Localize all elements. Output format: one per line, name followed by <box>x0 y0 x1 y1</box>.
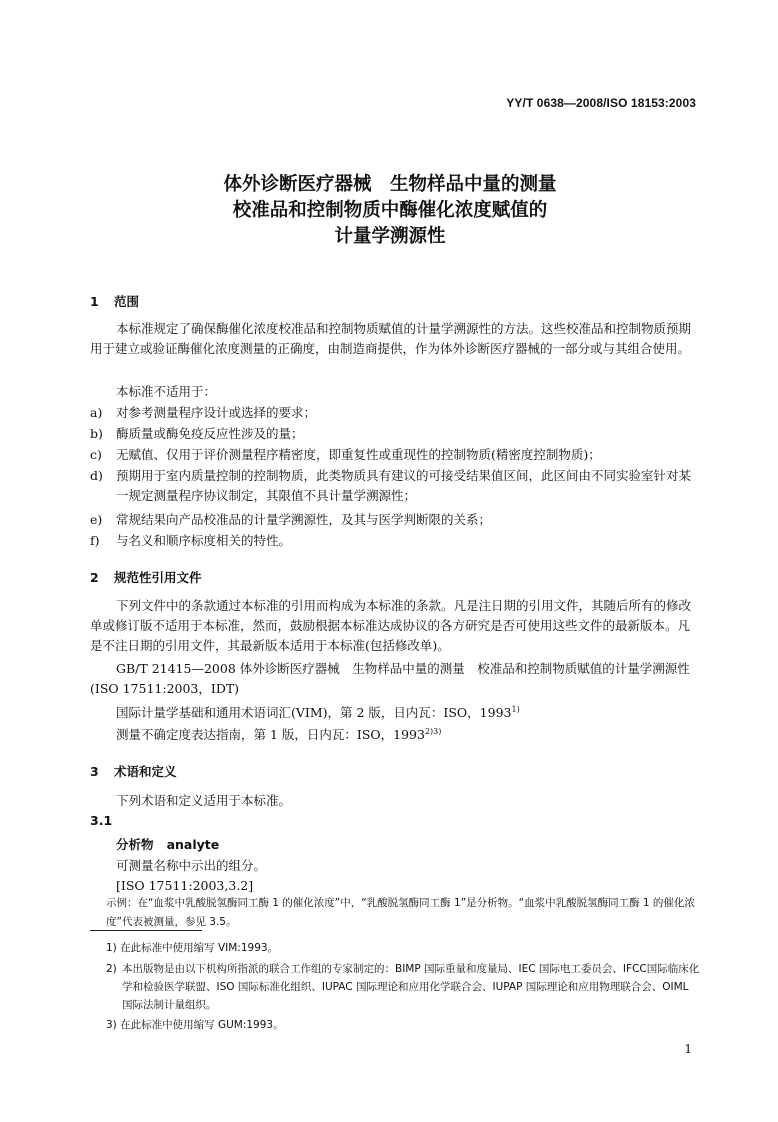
section-2-para-1: 下列文件中的条款通过本标准的引用而构成为本标准的条款。凡是注日期的引用文件，其随后所有的修改单或修订版不适用于本标准，然而，鼓励根据本标准达成协议的各方研究是否可使用这些文件的最新版本。凡是不注日期的引用文件，其最新版本适用于本标准(包括修改单)。 <box>90 598 692 653</box>
list-item: a) 对参考测量程序设计或选择的要求； <box>90 405 317 420</box>
section-3-heading: 3 术语和定义 <box>90 764 177 779</box>
subsection-number: 3.1 <box>90 813 113 828</box>
section-2-heading: 2 规范性引用文件 <box>90 570 202 585</box>
term-heading: 分析物 analyte <box>116 837 220 852</box>
section-3-para-1: 下列术语和定义适用于本标准。 <box>116 793 292 808</box>
title-line-1: 体外诊断医疗器械 生物样品中量的测量 <box>223 174 557 195</box>
footnote: 3) 在此标准中使用缩写 GUM:1993。 <box>106 1019 284 1031</box>
term-source: [ISO 17511:2003,3.2] <box>116 878 254 893</box>
footnote: 2) 本出版物是由以下机构所指派的联合工作组的专家制定的：BIMP 国际重量和度量局、IEC 国际电工委员会、IFCC国际临床化学和检验医学联盟、ISO 国际标准化组织、IUPAC 国际理论和应用化学联合会、IUPAP 国际理论和应用物理联合会、OIML 国际法制计量组织。 <box>106 963 700 1011</box>
reference-gum: 测量不确定度表达指南，第 1 版，日内瓦：ISO，$1993^{2)3)}$ <box>116 727 442 742</box>
standard-code: YY/T 0638—2008/ISO 18153:2003 <box>506 96 696 110</box>
title-line-3: 计量学溯源性 <box>334 226 446 247</box>
reference-vim: 国际计量学基础和通用术语词汇(VIM)，第 2 版，日内瓦：ISO，1993$^{1)}$ <box>116 705 520 720</box>
list-item: c) 无赋值、仅用于评价测量程序精密度，即重复性或重现性的控制物质(精密度控制物质)； <box>90 447 601 462</box>
reference-gbt-21415: GB/T 21415—2008 体外诊断医疗器械 生物样品中量的测量 校准品和控制物质赋值的计量学溯源性(ISO 17511:2003，IDT) <box>90 661 690 696</box>
term-example: 示例：在“血浆中乳酸脱氢酶同工酶 1 的催化浓度”中，“乳酸脱氢酶同工酶 1”是分析物。“血浆中乳酸脱氢酶同工酶 1 的催化浓度”代表被测量，参见 3.5。 <box>106 897 695 928</box>
footnote-divider <box>90 930 202 931</box>
list-item: e) 常规结果向产品校准品的计量学溯源性，及其与医学判断限的关系； <box>90 512 492 527</box>
list-item: f) 与名义和顺序标度相关的特性。 <box>90 533 292 548</box>
list-item: b) 酶质量或酶免疫反应性涉及的量； <box>90 426 304 441</box>
page-number: 1 <box>684 1042 692 1056</box>
section-1-para-2: 本标准不适用于： <box>116 384 217 399</box>
title-line-2: 校准品和控制物质中酶催化浓度赋值的 <box>232 200 548 221</box>
section-1-para-1: 本标准规定了确保酶催化浓度校准品和控制物质赋值的计量学溯源性的方法。这些校准品和控制物质预期用于建立或验证酶催化浓度测量的正确度，由制造商提供，作为体外诊断医疗器械的一部分或与其组合使用。 <box>90 321 692 356</box>
document-title <box>90 172 690 250</box>
list-item: d) 预期用于室内质量控制的控制物质，此类物质具有建议的可接受结果值区间，此区间由不同实验室针对某一规定测量程序协议制定，其限值不具计量学溯源性； <box>90 468 692 503</box>
section-1-heading: 1 范围 <box>90 294 140 309</box>
footnote: 1) 在此标准中使用缩写 VIM:1993。 <box>106 942 279 954</box>
term-definition: 可测量名称中示出的组分。 <box>116 858 267 873</box>
